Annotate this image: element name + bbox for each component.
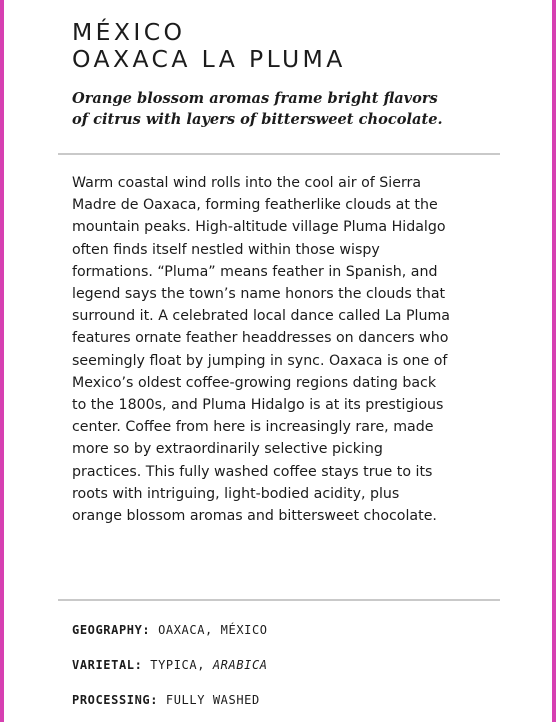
description-line: formations. “Pluma” means feather in Spanish, and [72, 263, 438, 280]
spec-geography [72, 622, 512, 639]
description-line: seemingly float by jumping in sync. Oaxaca is one of [72, 352, 448, 369]
title-country: MÉXICO [72, 18, 186, 46]
spec-processing [72, 692, 512, 709]
spec-processing-label: PROCESSING: [72, 693, 159, 707]
title-coffee-name: OAXACA LA PLUMA [72, 45, 346, 73]
description-line: legend says the town’s name honors the clouds that [72, 286, 446, 303]
right-accent-border [552, 0, 556, 722]
spec-varietal-label: VARIETAL: [72, 658, 143, 672]
coffee-title [72, 19, 512, 73]
tagline-line-2: of citrus with layers of bittersweet chocolate. [72, 111, 443, 128]
description-line: more so by extraordinarily selective picking [72, 441, 383, 458]
spec-processing-value: FULLY WASHED [165, 693, 260, 707]
description-line: Warm coastal wind rolls into the cool air of Sierra [72, 175, 422, 191]
description-line: often finds itself nestled within those wispy [72, 241, 380, 258]
tagline-line-1: Orange blossom aromas frame bright flavors [72, 90, 438, 107]
tasting-tagline [72, 88, 512, 130]
description-line: orange blossom aromas and bittersweet chocolate. [72, 508, 437, 525]
divider-top [58, 153, 500, 155]
spec-varietal [72, 657, 512, 674]
description-line: surround it. A celebrated local dance called La Pluma [72, 308, 450, 325]
left-accent-border [0, 0, 4, 722]
description-line: center. Coffee from here is increasingly rare, made [72, 419, 434, 436]
spec-varietal-species: ARABICA [212, 658, 268, 672]
coffee-specs [72, 622, 512, 727]
description-line: Madre de Oaxaca, forming featherlike clouds at the [72, 197, 438, 214]
spec-varietal-value: TYPICA, [150, 658, 206, 672]
description-line: mountain peaks. High-altitude village Pluma Hidalgo [72, 219, 446, 236]
divider-bottom [58, 599, 500, 601]
description-paragraph [72, 172, 512, 527]
description-line: roots with intriguing, light-bodied acidity, plus [72, 485, 400, 502]
description-line: to the 1800s, and Pluma Hidalgo is at its prestigious [72, 397, 444, 414]
description-line: Mexico’s oldest coffee-growing regions dating back [72, 374, 437, 391]
spec-geography-value: OAXACA, MÉXICO [158, 623, 268, 637]
description-line: practices. This fully washed coffee stays true to its [72, 463, 433, 480]
description-line: features ornate feather headdresses on dancers who [72, 330, 449, 347]
spec-geography-label: GEOGRAPHY: [72, 623, 151, 637]
